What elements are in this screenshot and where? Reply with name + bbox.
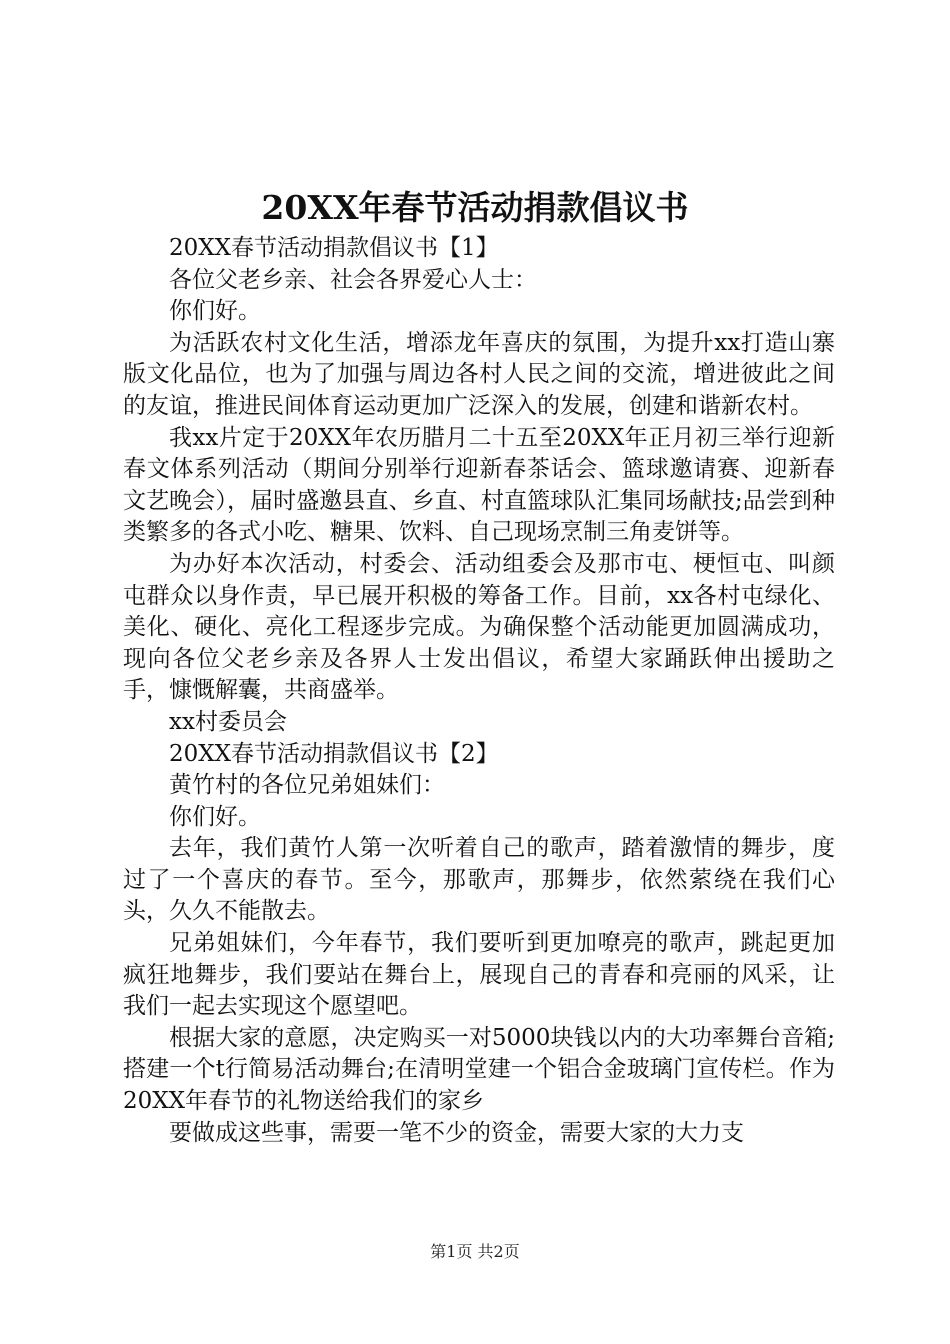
paragraph: xx村委员会: [169, 708, 287, 735]
paragraph: 为活跃农村文化生活，增添龙年喜庆的氛围，为提升xx打造山寨版文化品位，也为了加强与周边各村人民之间的交流，增进彼此之间的友谊，推进民间体育运动更加广泛深入的发展，创建和谐新农村。: [123, 329, 835, 419]
page-footer: 第1页 共2页: [430, 1242, 520, 1261]
document-body: [123, 233, 835, 1149]
paragraph: 要做成这些事，需要一笔不少的资金，需要大家的大力支: [169, 1119, 744, 1146]
paragraph: 我xx片定于20XX年农历腊月二十五至20XX年正月初三举行迎新春文体系列活动（期间分别举行迎新春茶话会、篮球邀请赛、迎新春文艺晚会），届时盛邀县直、乡直、村直篮球队汇集同场献技;品尝到种类繁多的各式小吃、糖果、饮料、自己现场烹制三角麦饼等。: [123, 424, 835, 546]
paragraph: 20XX春节活动捐款倡议书【1】: [169, 235, 499, 261]
paragraph: 为办好本次活动，村委会、活动组委会及那市屯、梗恒屯、叫颜屯群众以身作责，早已展开积极的筹备工作。目前，xx各村屯绿化、美化、硬化、亮化工程逐步完成。为确保整个活动能更加圆满成功，现向各位父老乡亲及各界人士发出倡议，希望大家踊跃伸出援助之手，慷慨解囊，共商盛举。: [123, 550, 835, 704]
paragraph: 各位父老乡亲、社会各界爱心人士：: [169, 266, 537, 293]
paragraph: 去年，我们黄竹人第一次听着自己的歌声，踏着激情的舞步，度过了一个喜庆的春节。至今，那歌声，那舞步，依然萦绕在我们心头，久久不能散去。: [123, 835, 835, 925]
paragraph: 你们好。: [169, 803, 261, 830]
paragraph: 兄弟姐妹们，今年春节，我们要听到更加嘹亮的歌声，跳起更加疯狂地舞步，我们要站在舞台上，展现自己的青春和亮丽的风采，让我们一起去实现这个愿望吧。: [123, 930, 835, 1020]
paragraph: 你们好。: [169, 298, 261, 325]
paragraph: 黄竹村的各位兄弟姐妹们：: [169, 772, 445, 799]
paragraph: 20XX春节活动捐款倡议书【2】: [169, 740, 499, 767]
document-title: 20XX年春节活动捐款倡议书: [261, 188, 689, 227]
paragraph: 根据大家的意愿，决定购买一对5000块钱以内的大功率舞台音箱;搭建一个t行简易活动舞台;在清明堂建一个铝合金玻璃门宣传栏。作为20XX年春节的礼物送给我们的家乡: [123, 1024, 835, 1115]
